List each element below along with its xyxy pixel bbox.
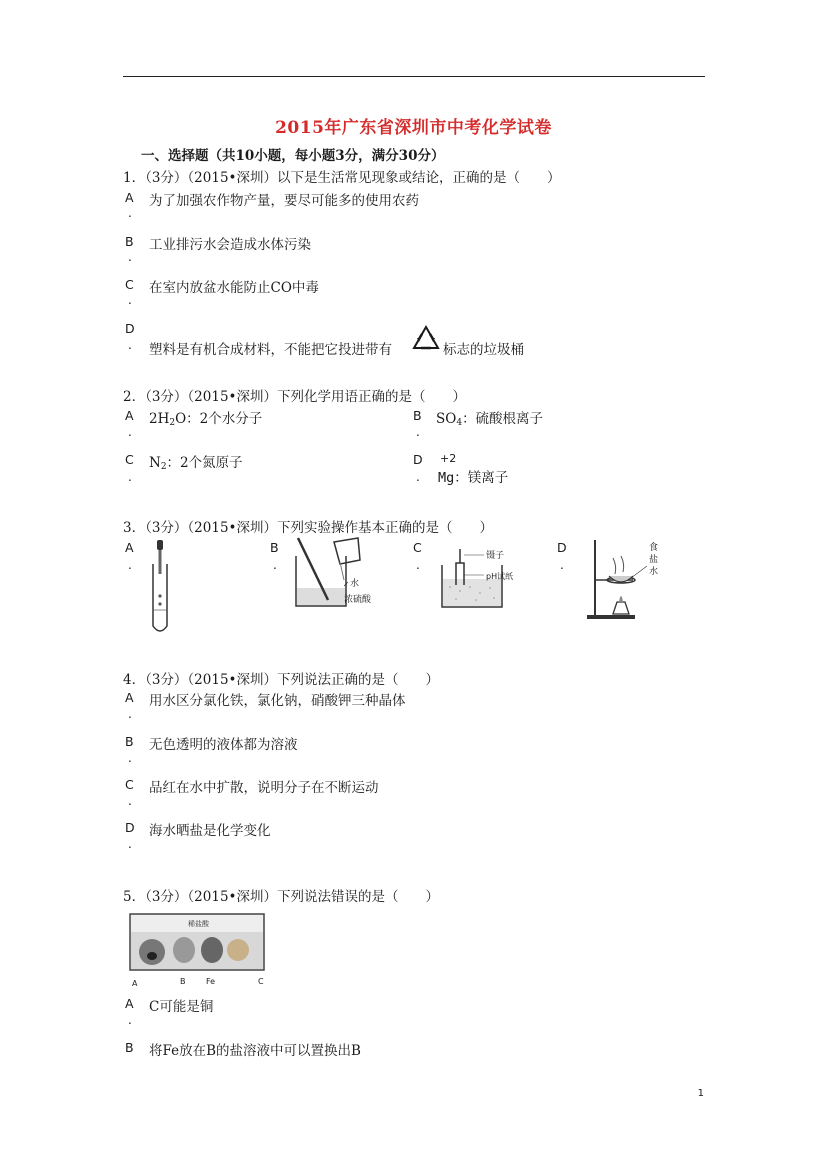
q1-option-d-text-after: 标志的垃圾桶 xyxy=(443,342,524,358)
q4-option-d-dot: . xyxy=(128,837,132,851)
q4-option-b-letter: B xyxy=(125,734,134,749)
question-5-stem: 5．（3分）（2015•深圳）下列说法错误的是（ ） xyxy=(123,889,439,905)
q2-option-d-text: Mg：镁离子 xyxy=(438,470,509,486)
question-1-stem: 1．（3分）（2015•深圳）以下是生活常见现象或结论，正确的是（ ） xyxy=(123,170,561,186)
dilution-beaker-figure xyxy=(288,536,388,612)
q1-option-a-dot: . xyxy=(128,206,132,220)
q2-option-a-text: $2H_2O$：2个水分子 xyxy=(149,411,263,428)
q3-option-c-dot: . xyxy=(416,558,420,572)
q5-option-a-letter: A xyxy=(125,996,134,1011)
q3-option-a-dot: . xyxy=(128,558,132,572)
q2-option-d-charge: +2 xyxy=(440,452,457,465)
q1-option-a-text: 为了加强农作物产量，要尽可能多的使用农药 xyxy=(149,193,419,209)
q5-option-a-text: C可能是铜 xyxy=(149,999,214,1015)
section-heading: 一、选择题（共10小题，每小题3分，满分30分） xyxy=(141,148,445,164)
q2-option-b-letter: B xyxy=(413,408,422,423)
q4-option-c-letter: C xyxy=(125,777,134,792)
label-acid-tank: 稀盐酸 xyxy=(188,920,209,928)
q4-option-d-letter: D xyxy=(125,820,135,835)
metals-in-acid-figure xyxy=(126,908,276,990)
label-metal-c: C xyxy=(258,977,264,986)
label-ph-paper: pH试纸 xyxy=(486,572,514,581)
question-3-stem: 3．（3分）（2015•深圳）下列实验操作基本正确的是（ ） xyxy=(123,520,493,536)
q2-option-b-text: $SO_4$：硫酸根离子 xyxy=(436,411,544,428)
q1-option-c-dot: . xyxy=(128,293,132,307)
q1-option-d-dot: . xyxy=(128,338,132,352)
page-title: 2015年广东省深圳市中考化学试卷 xyxy=(275,118,552,138)
ph-test-beaker-figure xyxy=(436,545,536,611)
label-salt-1: 食 xyxy=(649,543,659,553)
label-metal-a: A xyxy=(132,979,138,988)
question-4-stem: 4．（3分）（2015•深圳）下列说法正确的是（ ） xyxy=(123,672,439,688)
q1-option-d-text-before: 塑料是有机合成材料，不能把它投进带有 xyxy=(149,342,392,358)
q1-option-b-text: 工业排污水会造成水体污染 xyxy=(149,237,311,253)
q3-option-b-dot: . xyxy=(273,558,277,572)
q5-option-a-dot: . xyxy=(128,1013,132,1027)
q2-option-c-dot: . xyxy=(128,470,132,484)
q4-option-d-text: 海水晒盐是化学变化 xyxy=(149,823,271,839)
label-metal-fe: Fe xyxy=(206,977,216,986)
q2-option-d-letter: D xyxy=(413,452,423,467)
q1-option-c-text: 在室内放盆水能防止CO中毒 xyxy=(149,280,319,296)
header-rule xyxy=(123,76,705,77)
q4-option-a-dot: . xyxy=(128,707,132,721)
label-water: 水 xyxy=(350,579,360,589)
q2-option-c-letter: C xyxy=(125,452,134,467)
q4-option-b-text: 无色透明的液体都为溶液 xyxy=(149,737,298,753)
q3-option-d-letter: D xyxy=(557,540,567,555)
label-acid: 浓硫酸 xyxy=(344,595,372,605)
q3-option-d-dot: . xyxy=(560,558,564,572)
q1-option-c-letter: C xyxy=(125,277,134,292)
q1-option-a-letter: A xyxy=(125,190,134,205)
q4-option-c-dot: . xyxy=(128,794,132,808)
q3-option-b-letter: B xyxy=(270,540,279,555)
evaporation-stand-figure xyxy=(585,536,665,622)
label-salt-3: 水 xyxy=(649,567,659,577)
q1-option-d-letter: D xyxy=(125,321,135,336)
q3-option-c-letter: C xyxy=(413,540,422,555)
q2-option-a-dot: . xyxy=(128,425,132,439)
q3-option-a-letter: A xyxy=(125,540,134,555)
q2-option-b-dot: . xyxy=(416,425,420,439)
q2-option-c-text: $N_2$：2个氮原子 xyxy=(149,455,243,472)
q2-option-a-letter: A xyxy=(125,408,134,423)
q4-option-b-dot: . xyxy=(128,751,132,765)
q5-option-b-letter: B xyxy=(125,1040,134,1055)
q2-option-d-dot: . xyxy=(416,470,420,484)
q1-option-b-dot: . xyxy=(128,250,132,264)
label-salt-2: 盐 xyxy=(649,555,659,565)
label-tweezer: 镊子 xyxy=(486,551,505,561)
dropper-test-tube-figure xyxy=(145,540,175,636)
label-metal-b: B xyxy=(180,977,186,986)
recycle-icon xyxy=(411,324,441,352)
q1-option-b-letter: B xyxy=(125,234,134,249)
q4-option-c-text: 品红在水中扩散，说明分子在不断运动 xyxy=(149,780,379,796)
question-2-stem: 2．（3分）（2015•深圳）下列化学用语正确的是（ ） xyxy=(123,389,466,405)
q5-option-b-text: 将Fe放在B的盐溶液中可以置换出B xyxy=(149,1043,361,1059)
q4-option-a-letter: A xyxy=(125,690,134,705)
q4-option-a-text: 用水区分氯化铁，氯化钠，硝酸钾三种晶体 xyxy=(149,693,406,709)
page-number: 1 xyxy=(697,1088,704,1099)
